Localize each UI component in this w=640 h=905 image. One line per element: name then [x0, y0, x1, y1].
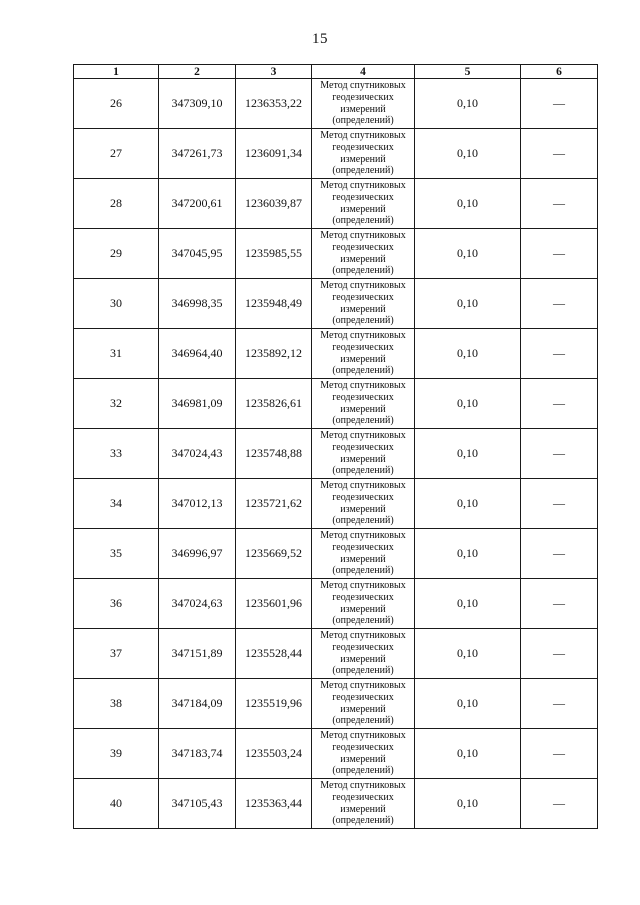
y-coordinate-cell: 1235721,62: [236, 479, 312, 529]
method-cell: [312, 179, 415, 229]
method-line: измерений: [340, 403, 386, 415]
x-coordinate-cell: 347024,43: [159, 429, 236, 479]
method-line: измерений: [340, 753, 386, 765]
accuracy-cell: 0,10: [415, 179, 521, 229]
method-line: геодезических: [332, 91, 394, 103]
table-row: [74, 279, 598, 329]
method-line: (определений): [332, 265, 394, 277]
note-cell: —: [521, 629, 598, 679]
note-cell: —: [521, 279, 598, 329]
point-number-cell: 29: [74, 229, 159, 279]
method-line: измерений: [340, 303, 386, 315]
x-coordinate-cell: 346996,97: [159, 529, 236, 579]
method-cell: [312, 329, 415, 379]
point-number-cell: 28: [74, 179, 159, 229]
point-number-cell: 33: [74, 429, 159, 479]
note-cell: —: [521, 79, 598, 129]
method-line: геодезических: [332, 391, 394, 403]
method-line: (определений): [332, 815, 394, 827]
method-line: Метод спутниковых: [320, 80, 406, 92]
point-number-cell: 26: [74, 79, 159, 129]
method-line: (определений): [332, 165, 394, 177]
method-line: геодезических: [332, 641, 394, 653]
point-number-cell: 27: [74, 129, 159, 179]
y-coordinate-cell: 1235892,12: [236, 329, 312, 379]
note-cell: —: [521, 529, 598, 579]
method-cell: [312, 79, 415, 129]
method-cell: [312, 229, 415, 279]
method-line: (определений): [332, 415, 394, 427]
y-coordinate-cell: 1235503,24: [236, 729, 312, 779]
y-coordinate-cell: 1236353,22: [236, 79, 312, 129]
y-coordinate-cell: 1235748,88: [236, 429, 312, 479]
table-body: [74, 79, 598, 829]
method-line: геодезических: [332, 591, 394, 603]
method-line: геодезических: [332, 291, 394, 303]
table-row: [74, 779, 598, 829]
x-coordinate-cell: 347200,61: [159, 179, 236, 229]
note-cell: —: [521, 229, 598, 279]
header-col-6: 6: [521, 65, 598, 79]
method-line: геодезических: [332, 141, 394, 153]
table-row: [74, 379, 598, 429]
header-col-4: 4: [312, 65, 415, 79]
header-col-1: 1: [74, 65, 159, 79]
method-line: Метод спутниковых: [320, 430, 406, 442]
accuracy-cell: 0,10: [415, 229, 521, 279]
method-line: Метод спутниковых: [320, 580, 406, 592]
table-row: [74, 679, 598, 729]
method-line: Метод спутниковых: [320, 680, 406, 692]
method-line: (определений): [332, 365, 394, 377]
accuracy-cell: 0,10: [415, 379, 521, 429]
header-col-2: 2: [159, 65, 236, 79]
note-cell: —: [521, 379, 598, 429]
accuracy-cell: 0,10: [415, 129, 521, 179]
method-line: измерений: [340, 803, 386, 815]
x-coordinate-cell: 347261,73: [159, 129, 236, 179]
method-line: (определений): [332, 215, 394, 227]
accuracy-cell: 0,10: [415, 429, 521, 479]
method-cell: [312, 579, 415, 629]
point-number-cell: 34: [74, 479, 159, 529]
x-coordinate-cell: 347024,63: [159, 579, 236, 629]
x-coordinate-cell: 346981,09: [159, 379, 236, 429]
x-coordinate-cell: 347045,95: [159, 229, 236, 279]
header-col-5: 5: [415, 65, 521, 79]
note-cell: —: [521, 429, 598, 479]
point-number-cell: 36: [74, 579, 159, 629]
method-line: (определений): [332, 115, 394, 127]
accuracy-cell: 0,10: [415, 279, 521, 329]
y-coordinate-cell: 1235363,44: [236, 779, 312, 829]
point-number-cell: 31: [74, 329, 159, 379]
method-line: измерений: [340, 503, 386, 515]
method-line: Метод спутниковых: [320, 280, 406, 292]
method-cell: [312, 279, 415, 329]
x-coordinate-cell: 347309,10: [159, 79, 236, 129]
method-line: измерений: [340, 603, 386, 615]
method-cell: [312, 779, 415, 829]
point-number-cell: 32: [74, 379, 159, 429]
x-coordinate-cell: 347105,43: [159, 779, 236, 829]
header-row: [74, 65, 598, 79]
y-coordinate-cell: 1236039,87: [236, 179, 312, 229]
method-line: измерений: [340, 353, 386, 365]
method-cell: [312, 729, 415, 779]
method-cell: [312, 479, 415, 529]
x-coordinate-cell: 347184,09: [159, 679, 236, 729]
method-line: геодезических: [332, 491, 394, 503]
accuracy-cell: 0,10: [415, 779, 521, 829]
method-line: Метод спутниковых: [320, 730, 406, 742]
table-row: [74, 629, 598, 679]
y-coordinate-cell: 1235826,61: [236, 379, 312, 429]
method-line: (определений): [332, 315, 394, 327]
y-coordinate-cell: 1235519,96: [236, 679, 312, 729]
method-line: Метод спутниковых: [320, 330, 406, 342]
method-line: измерений: [340, 453, 386, 465]
method-line: Метод спутниковых: [320, 530, 406, 542]
table-row: [74, 429, 598, 479]
page-number: 15: [312, 31, 328, 47]
method-line: (определений): [332, 715, 394, 727]
note-cell: —: [521, 479, 598, 529]
method-line: Метод спутниковых: [320, 130, 406, 142]
method-line: (определений): [332, 465, 394, 477]
method-line: Метод спутниковых: [320, 780, 406, 792]
note-cell: —: [521, 779, 598, 829]
x-coordinate-cell: 347151,89: [159, 629, 236, 679]
table-row: [74, 129, 598, 179]
method-line: геодезических: [332, 541, 394, 553]
method-line: измерений: [340, 153, 386, 165]
method-line: геодезических: [332, 741, 394, 753]
y-coordinate-cell: 1235601,96: [236, 579, 312, 629]
method-line: (определений): [332, 765, 394, 777]
table-row: [74, 529, 598, 579]
accuracy-cell: 0,10: [415, 79, 521, 129]
note-cell: —: [521, 179, 598, 229]
coordinates-table: [73, 64, 598, 829]
method-line: геодезических: [332, 191, 394, 203]
method-line: геодезических: [332, 341, 394, 353]
note-cell: —: [521, 129, 598, 179]
accuracy-cell: 0,10: [415, 579, 521, 629]
method-line: измерений: [340, 553, 386, 565]
method-line: измерений: [340, 253, 386, 265]
method-cell: [312, 129, 415, 179]
point-number-cell: 39: [74, 729, 159, 779]
note-cell: —: [521, 329, 598, 379]
method-line: (определений): [332, 665, 394, 677]
method-cell: [312, 429, 415, 479]
method-line: геодезических: [332, 441, 394, 453]
method-line: Метод спутниковых: [320, 480, 406, 492]
y-coordinate-cell: 1235948,49: [236, 279, 312, 329]
method-line: (определений): [332, 565, 394, 577]
method-cell: [312, 679, 415, 729]
method-line: (определений): [332, 515, 394, 527]
method-line: Метод спутниковых: [320, 380, 406, 392]
accuracy-cell: 0,10: [415, 329, 521, 379]
method-line: измерений: [340, 653, 386, 665]
accuracy-cell: 0,10: [415, 629, 521, 679]
accuracy-cell: 0,10: [415, 529, 521, 579]
y-coordinate-cell: 1235985,55: [236, 229, 312, 279]
method-line: геодезических: [332, 791, 394, 803]
method-line: измерений: [340, 103, 386, 115]
method-line: Метод спутниковых: [320, 230, 406, 242]
table-row: [74, 479, 598, 529]
method-line: измерений: [340, 203, 386, 215]
method-cell: [312, 379, 415, 429]
y-coordinate-cell: 1235669,52: [236, 529, 312, 579]
table-row: [74, 329, 598, 379]
table-row: [74, 729, 598, 779]
table-row: [74, 179, 598, 229]
note-cell: —: [521, 579, 598, 629]
note-cell: —: [521, 729, 598, 779]
accuracy-cell: 0,10: [415, 679, 521, 729]
table-row: [74, 579, 598, 629]
header-col-3: 3: [236, 65, 312, 79]
method-cell: [312, 629, 415, 679]
note-cell: —: [521, 679, 598, 729]
accuracy-cell: 0,10: [415, 479, 521, 529]
table-row: [74, 229, 598, 279]
table-header: [74, 65, 598, 79]
method-cell: [312, 529, 415, 579]
method-line: геодезических: [332, 691, 394, 703]
method-line: (определений): [332, 615, 394, 627]
method-line: геодезических: [332, 241, 394, 253]
x-coordinate-cell: 346998,35: [159, 279, 236, 329]
method-line: измерений: [340, 703, 386, 715]
y-coordinate-cell: 1236091,34: [236, 129, 312, 179]
table-row: [74, 79, 598, 129]
method-line: Метод спутниковых: [320, 630, 406, 642]
method-line: Метод спутниковых: [320, 180, 406, 192]
point-number-cell: 38: [74, 679, 159, 729]
point-number-cell: 37: [74, 629, 159, 679]
x-coordinate-cell: 347183,74: [159, 729, 236, 779]
x-coordinate-cell: 346964,40: [159, 329, 236, 379]
accuracy-cell: 0,10: [415, 729, 521, 779]
point-number-cell: 35: [74, 529, 159, 579]
point-number-cell: 40: [74, 779, 159, 829]
x-coordinate-cell: 347012,13: [159, 479, 236, 529]
y-coordinate-cell: 1235528,44: [236, 629, 312, 679]
point-number-cell: 30: [74, 279, 159, 329]
